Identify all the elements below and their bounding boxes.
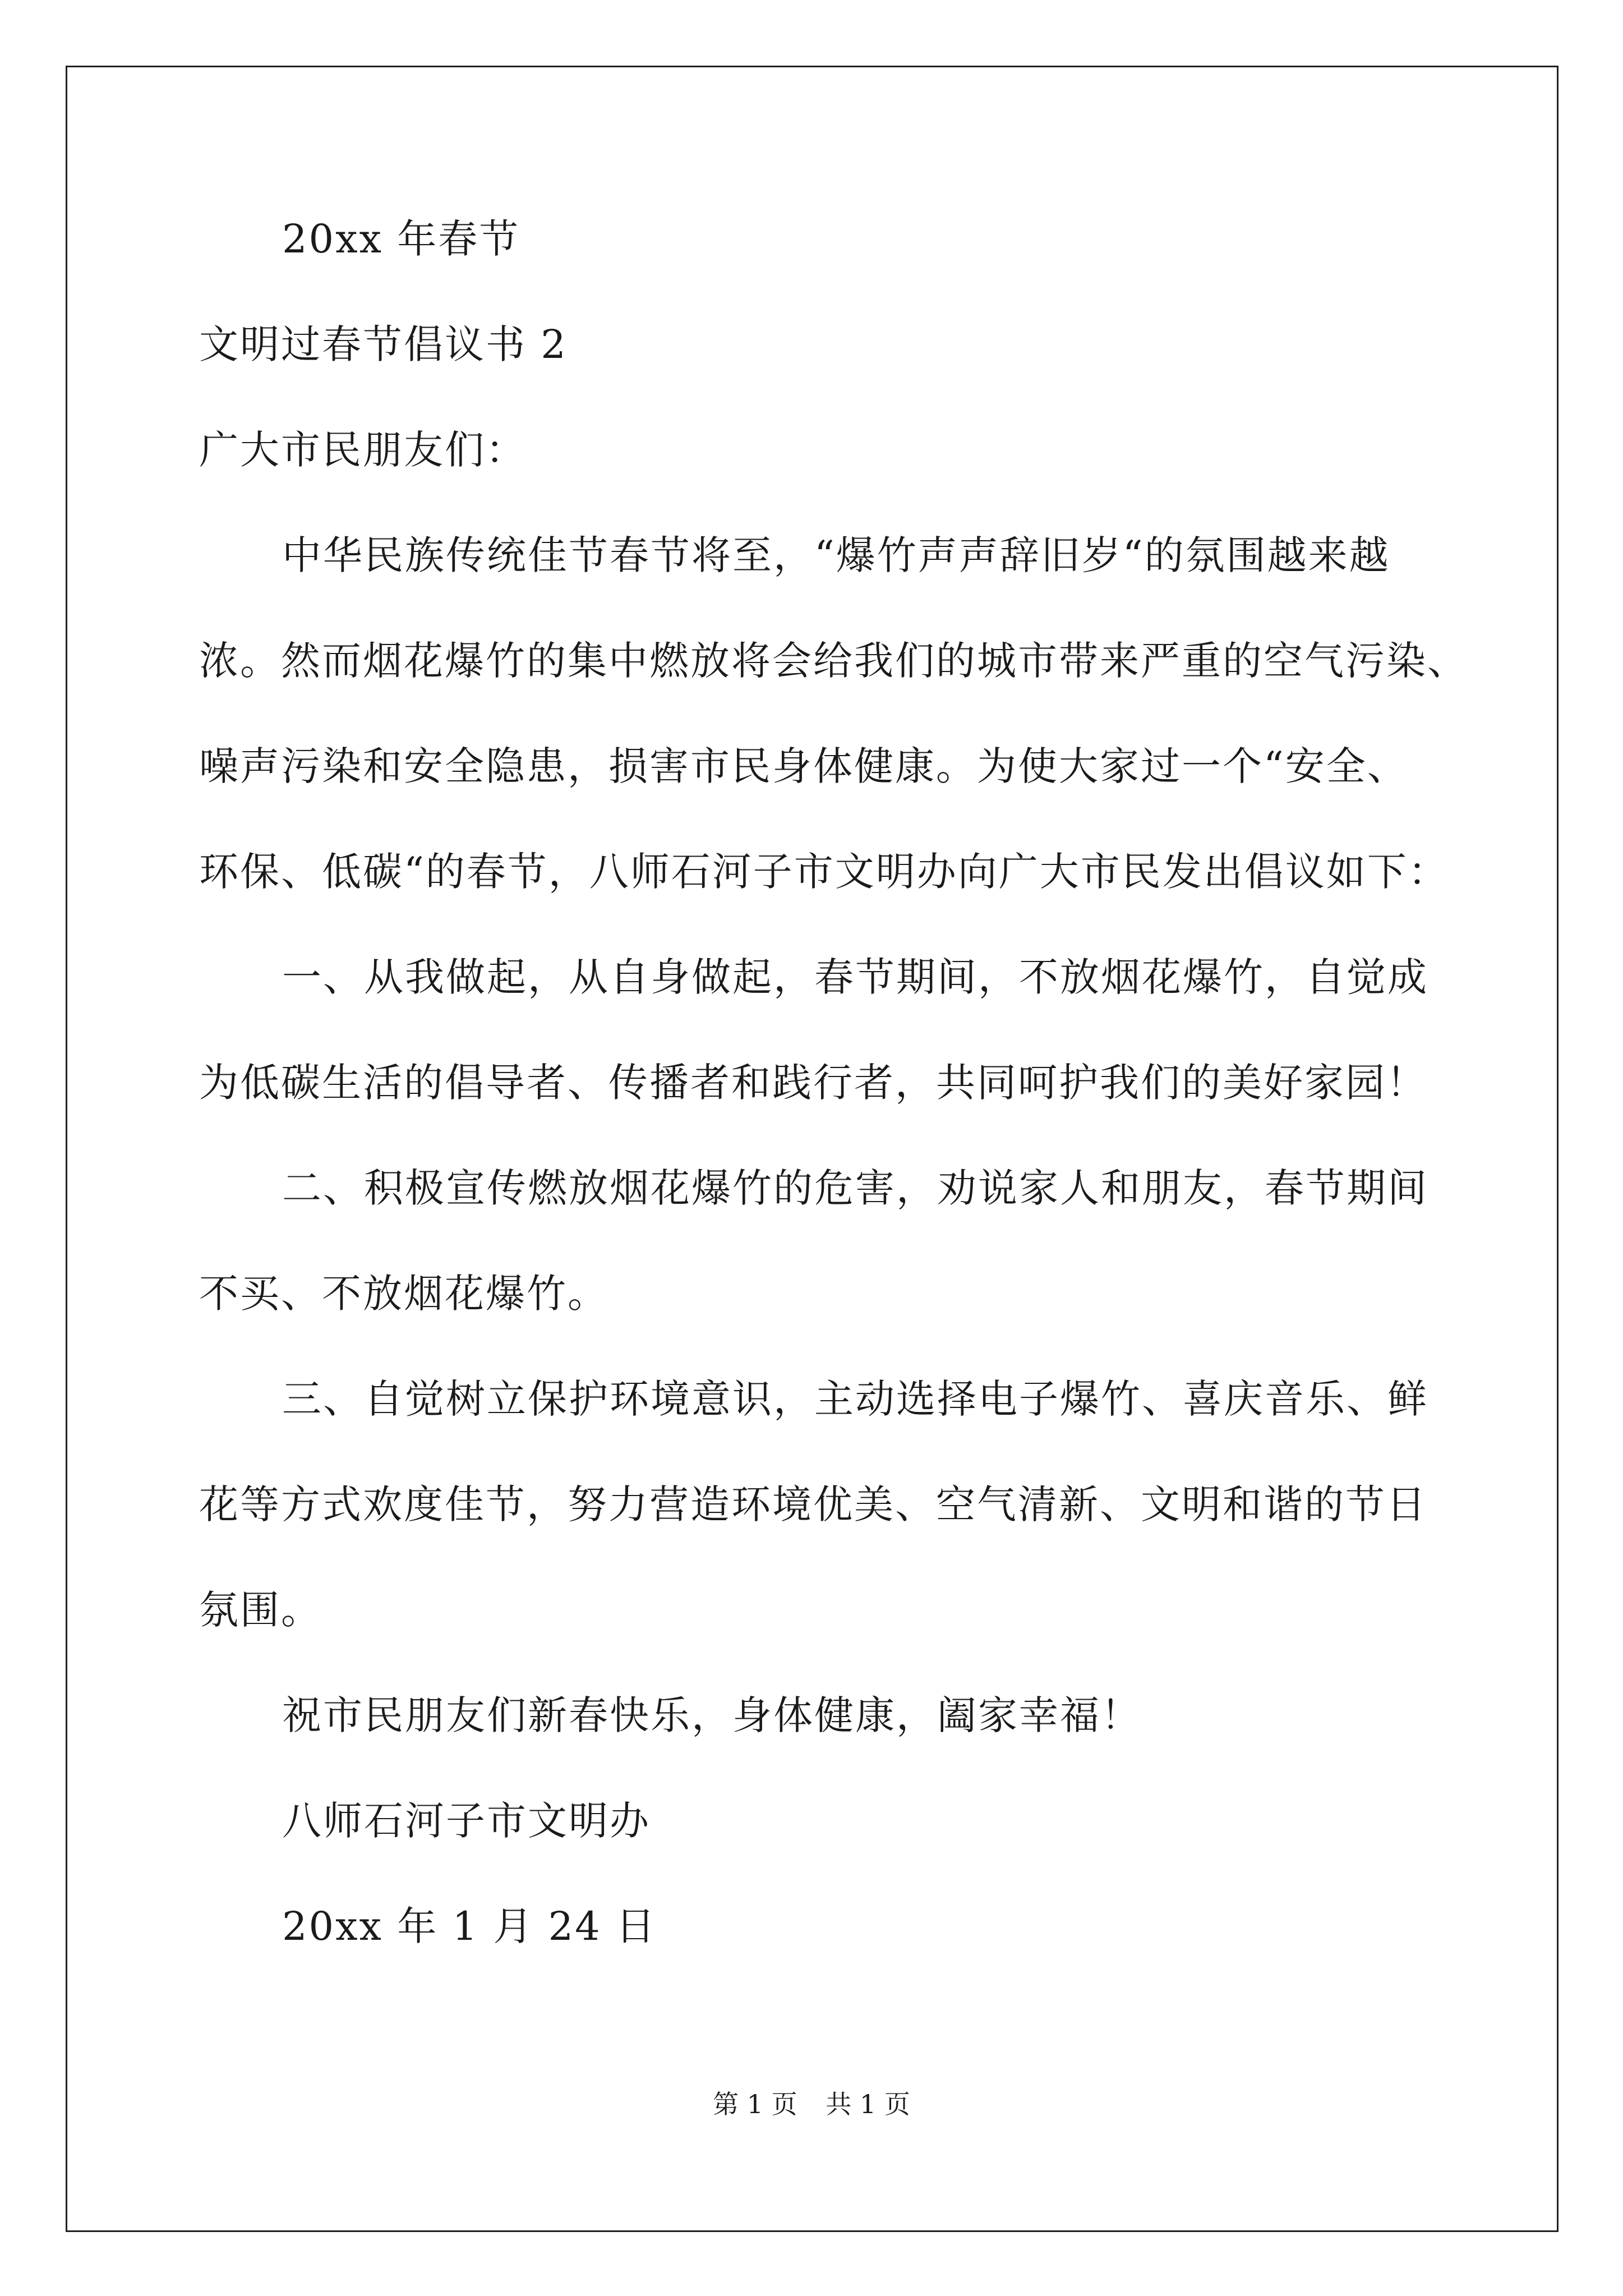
closing-wishes: 祝市民朋友们新春快乐，身体健康，阖家幸福！	[282, 1692, 1142, 1738]
paragraph-line: 噪声污染和安全隐患，损害市民身体健康。为使大家过一个“安全、	[199, 743, 1408, 789]
paragraph-line: 中华民族传统佳节春节将至，“爆竹声声辞旧岁“的氛围越来越	[282, 532, 1390, 578]
date: 20xx 年 1 月 24 日	[282, 1903, 657, 1949]
item-1-line: 为低碳生活的倡导者、传播者和践行者，共同呵护我们的美好家园！	[199, 1060, 1427, 1106]
paragraph-line: 浓。然而烟花爆竹的集中燃放将会给我们的城市带来严重的空气污染、	[199, 638, 1468, 684]
document-title: 文明过春节倡议书 2	[199, 321, 568, 367]
page-total: 共 1 页	[826, 2089, 910, 2119]
heading-year: 20xx 年春节	[282, 216, 520, 262]
greeting: 广大市民朋友们：	[199, 427, 527, 473]
item-1-line: 一、从我做起，从自身做起，春节期间，不放烟花爆竹，自觉成	[282, 954, 1428, 1000]
item-3-line: 氛围。	[199, 1587, 322, 1633]
signature: 八师石河子市文明办	[282, 1798, 651, 1844]
item-3-line: 花等方式欢度佳节，努力营造环境优美、空气清新、文明和谐的节日	[199, 1481, 1427, 1527]
item-2-line: 二、积极宣传燃放烟花爆竹的危害，劝说家人和朋友，春节期间	[282, 1165, 1428, 1211]
item-3-line: 三、自觉树立保护环境意识，主动选择电子爆竹、喜庆音乐、鲜	[282, 1376, 1428, 1422]
page-footer	[0, 2084, 1623, 2121]
item-2-line: 不买、不放烟花爆竹。	[199, 1271, 608, 1317]
page-number: 第 1 页	[713, 2089, 797, 2119]
paragraph-line: 环保、低碳“的春节，八师石河子市文明办向广大市民发出倡议如下：	[199, 849, 1449, 895]
